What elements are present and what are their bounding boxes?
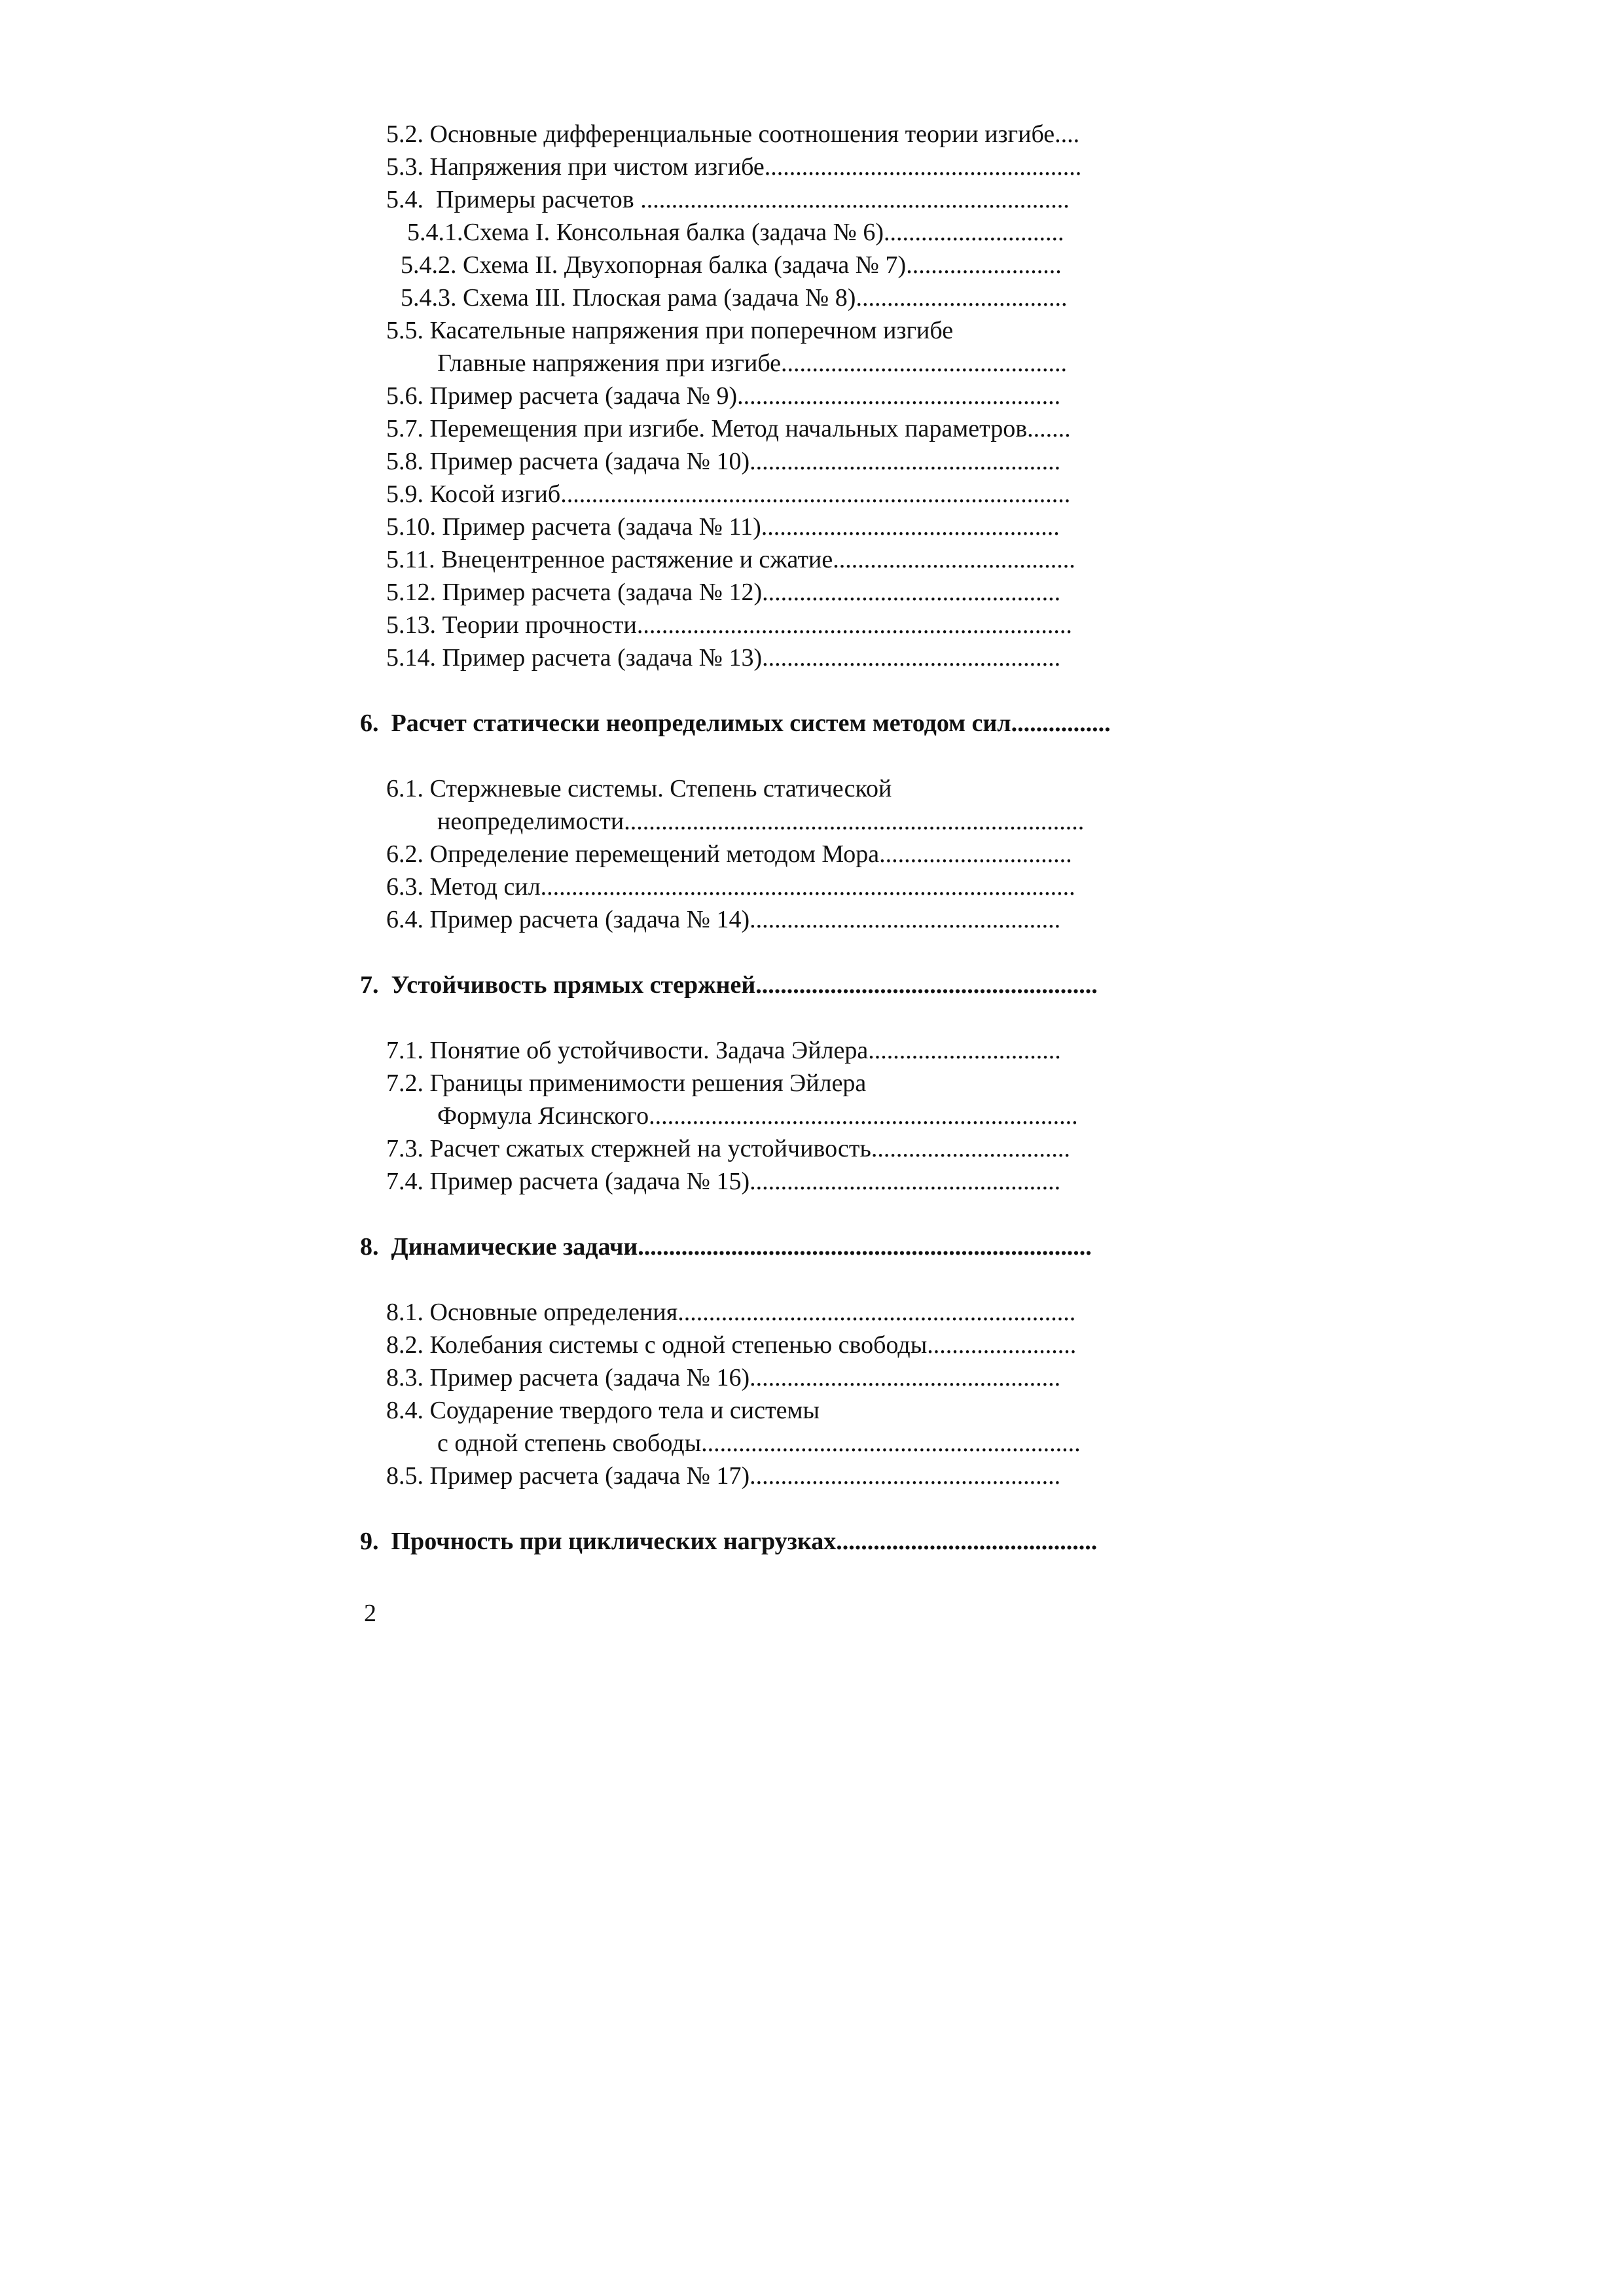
toc-entry: 5.6. Пример расчета (задача № 9).................................................... — [386, 382, 1061, 410]
toc-section-heading: 7. Устойчивость прямых стержней....................................................... — [360, 971, 1098, 999]
toc-entry: 7.2. Границы применимости решения Эйлера — [386, 1069, 867, 1097]
toc-entry: 8.3. Пример расчета (задача № 16).................................................. — [386, 1364, 1061, 1391]
toc-entry: 5.11. Внецентренное растяжение и сжатие....................................... — [386, 546, 1075, 573]
toc-entry-continuation: Главные напряжения при изгибе.............................................. — [437, 350, 1068, 377]
toc-entry: 5.7. Перемещения при изгибе. Метод начальных параметров....... — [386, 415, 1071, 442]
toc-entry: 8.1. Основные определения................................................................ — [386, 1299, 1076, 1326]
toc-entry: 8.2. Колебания системы с одной степенью свободы........................ — [386, 1331, 1077, 1359]
toc-entry-continuation: неопределимости.......................................................................... — [437, 808, 1085, 835]
toc-entry: 8.5. Пример расчета (задача № 17).................................................. — [386, 1462, 1061, 1490]
toc-entry: 7.1. Понятие об устойчивости. Задача Эйлера............................... — [386, 1037, 1061, 1064]
toc-entry: 6.3. Метод сил...................................................................................... — [386, 873, 1075, 901]
toc-entry: 5.4.1.Схема I. Консольная балка (задача № 6)............................. — [407, 219, 1064, 246]
toc-entry: 5.2. Основные дифференциальные соотношения теории изгибе.... — [386, 120, 1080, 148]
toc-entry: 7.4. Пример расчета (задача № 15).................................................. — [386, 1168, 1061, 1195]
toc-entry: 5.4. Примеры расчетов ..................................................................... — [386, 186, 1070, 213]
toc-section-heading: 6. Расчет статически неопределимых систем методом сил................ — [360, 709, 1111, 737]
toc-entry: 5.14. Пример расчета (задача № 13)................................................ — [386, 644, 1061, 672]
toc-entry: 7.3. Расчет сжатых стержней на устойчивость................................ — [386, 1135, 1070, 1162]
toc-entry-continuation: с одной степень свободы............................................................. — [437, 1429, 1081, 1457]
toc-entry-continuation: Формула Ясинского..................................................................... — [437, 1102, 1078, 1130]
toc-section-heading: 8. Динамические задачи......................................................................... — [360, 1233, 1092, 1261]
page-number: 2 — [364, 1600, 376, 1627]
toc-entry: 5.4.3. Схема III. Плоская рама (задача № 8).................................. — [401, 284, 1068, 312]
toc-entry: 6.1. Стержневые системы. Степень статической — [386, 775, 892, 802]
toc-entry: 5.5. Касательные напряжения при поперечном изгибе — [386, 317, 954, 344]
toc-entry: 6.4. Пример расчета (задача № 14).................................................. — [386, 906, 1061, 933]
table-of-contents — [360, 118, 1211, 1558]
toc-entry: 5.9. Косой изгиб.................................................................................. — [386, 480, 1071, 508]
toc-entry: 5.12. Пример расчета (задача № 12)................................................ — [386, 579, 1061, 606]
toc-entry: 5.8. Пример расчета (задача № 10).................................................. — [386, 448, 1061, 475]
toc-entry: 5.3. Напряжения при чистом изгибе................................................... — [386, 153, 1082, 181]
toc-entry: 6.2. Определение перемещений методом Мора............................... — [386, 840, 1072, 868]
toc-section-heading: 9. Прочность при циклических нагрузках.......................................... — [360, 1528, 1098, 1555]
toc-entry: 5.13. Теории прочности...................................................................... — [386, 611, 1072, 639]
toc-entry: 5.10. Пример расчета (задача № 11)................................................ — [386, 513, 1060, 541]
toc-entry: 5.4.2. Схема II. Двухопорная балка (задача № 7)......................... — [401, 251, 1062, 279]
toc-entry: 8.4. Соударение твердого тела и системы — [386, 1397, 820, 1424]
